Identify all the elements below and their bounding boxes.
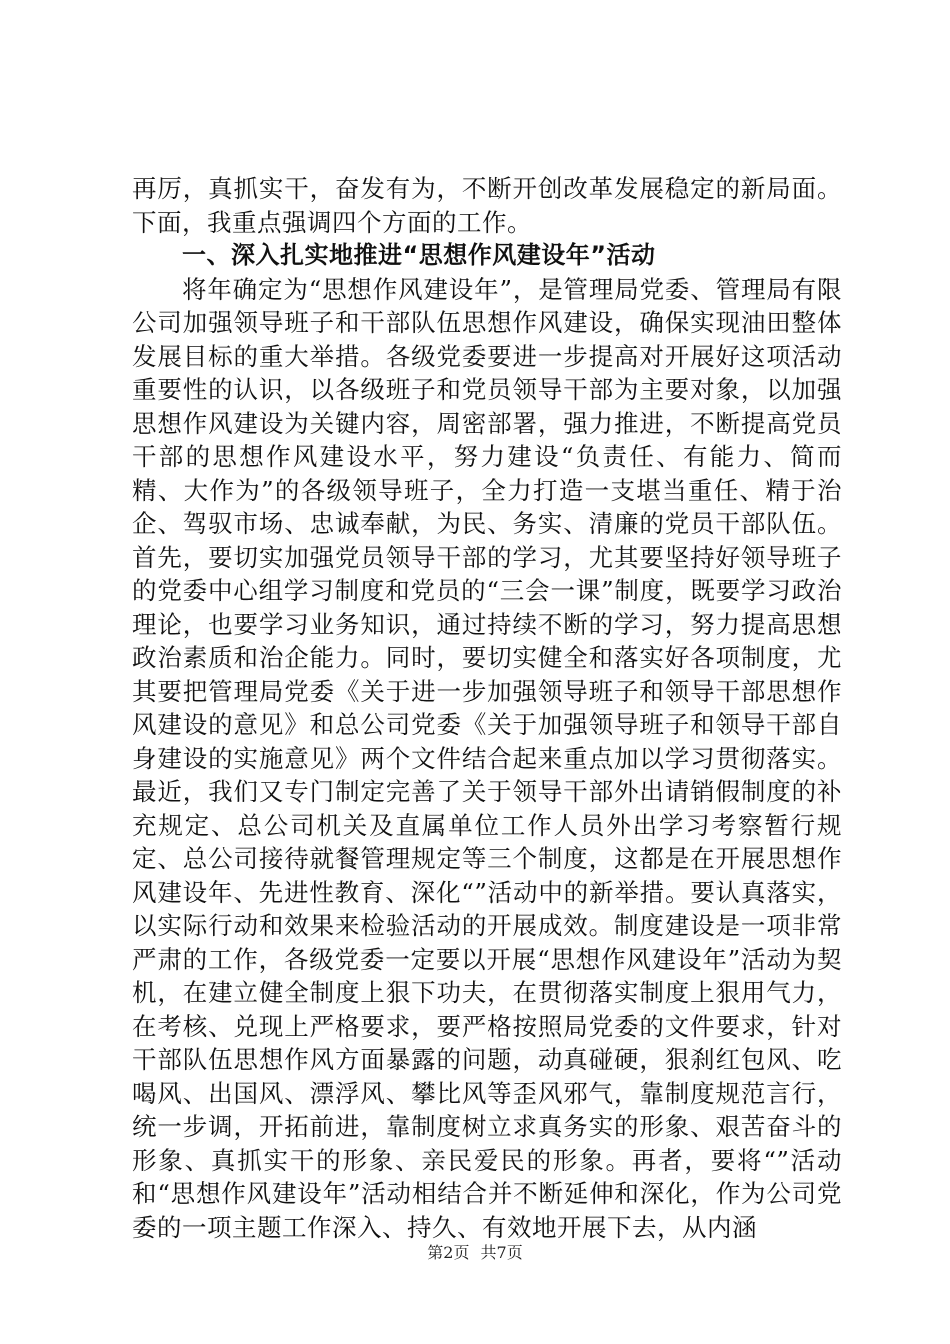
body-paragraph: 将年确定为“思想作风建设年”，是管理局党委、管理局有限公司加强领导班子和干部队伍思想作风建设，确保实现油田整体发展目标的重大举措。各级党委要进一步提高对开展好这项活动重要性的认识，以各级班子和党员领导干部为主要对象，以加强思想作风建设为关键内容，周密部署，强力推进，不断提高党员干部的思想作风建设水平，努力建设“负责任、有能力、简而精、大作为”的各级领导班子，全力打造一支堪当重任、精于治企、驾驭市场、忠诚奉献，为民、务实、清廉的党员干部队伍。首先，要切实加强党员领导干部的学习，尤其要坚持好领导班子的党委中心组学习制度和党员的“三会一课”制度，既要学习政治理论，也要学习业务知识，通过持续不断的学习，努力提高思想政治素质和治企能力。同时，要切实健全和落实好各项制度，尤其要把管理局党委《关于进一步加强领导班子和领导干部思想作风建设的意见》和总公司党委《关于加强领导班子和领导干部自身建设的实施意见》两个文件结合起来重点加以学习贯彻落实。最近，我们又专门制定完善了关于领导干部外出请销假制度的补充规定、总公司机关及直属单位工作人员外出学习考察暂行规定、总公司接待就餐管理规定等三个制度，这都是在开展思想作风建设年、先进性教育、深化“”活动中的新举措。要认真落实，以实际行动和效果来检验活动的开展成效。制度建设是一项非常严肃的工作，各级党委一定要以开展“思想作风建设年”活动为契机，在建立健全制度上狠下功夫，在贯彻落实制度上狠用气力，在考核、兑现上严格要求，要严格按照局党委的文件要求，针对干部队伍思想作风方面暴露的问题，动真碰硬，狠刹红包风、吃喝风、出国风、漂浮风、攀比风等歪风邪气，靠制度规范言行，统一步调，开拓前进，靠制度树立求真务实的形象、艰苦奋斗的形象、真抓实干的形象、亲民爱民的形象。再者，要将“”活动和“思想作风建设年”活动相结合并不断延伸和深化，作为公司党委的一项主题工作深入、持久、有效地开展下去，从内涵 bbox=[132, 274, 842, 1242]
document-body bbox=[132, 172, 842, 1244]
continuation-paragraph: 再厉，真抓实干，奋发有为，不断开创改革发展稳定的新局面。下面，我重点强调四个方面的工作。 bbox=[132, 174, 842, 237]
page-footer: 第2页 共7页 bbox=[427, 1243, 523, 1262]
section-heading: 一、深入扎实地推进“思想作风建设年”活动 bbox=[182, 241, 656, 269]
